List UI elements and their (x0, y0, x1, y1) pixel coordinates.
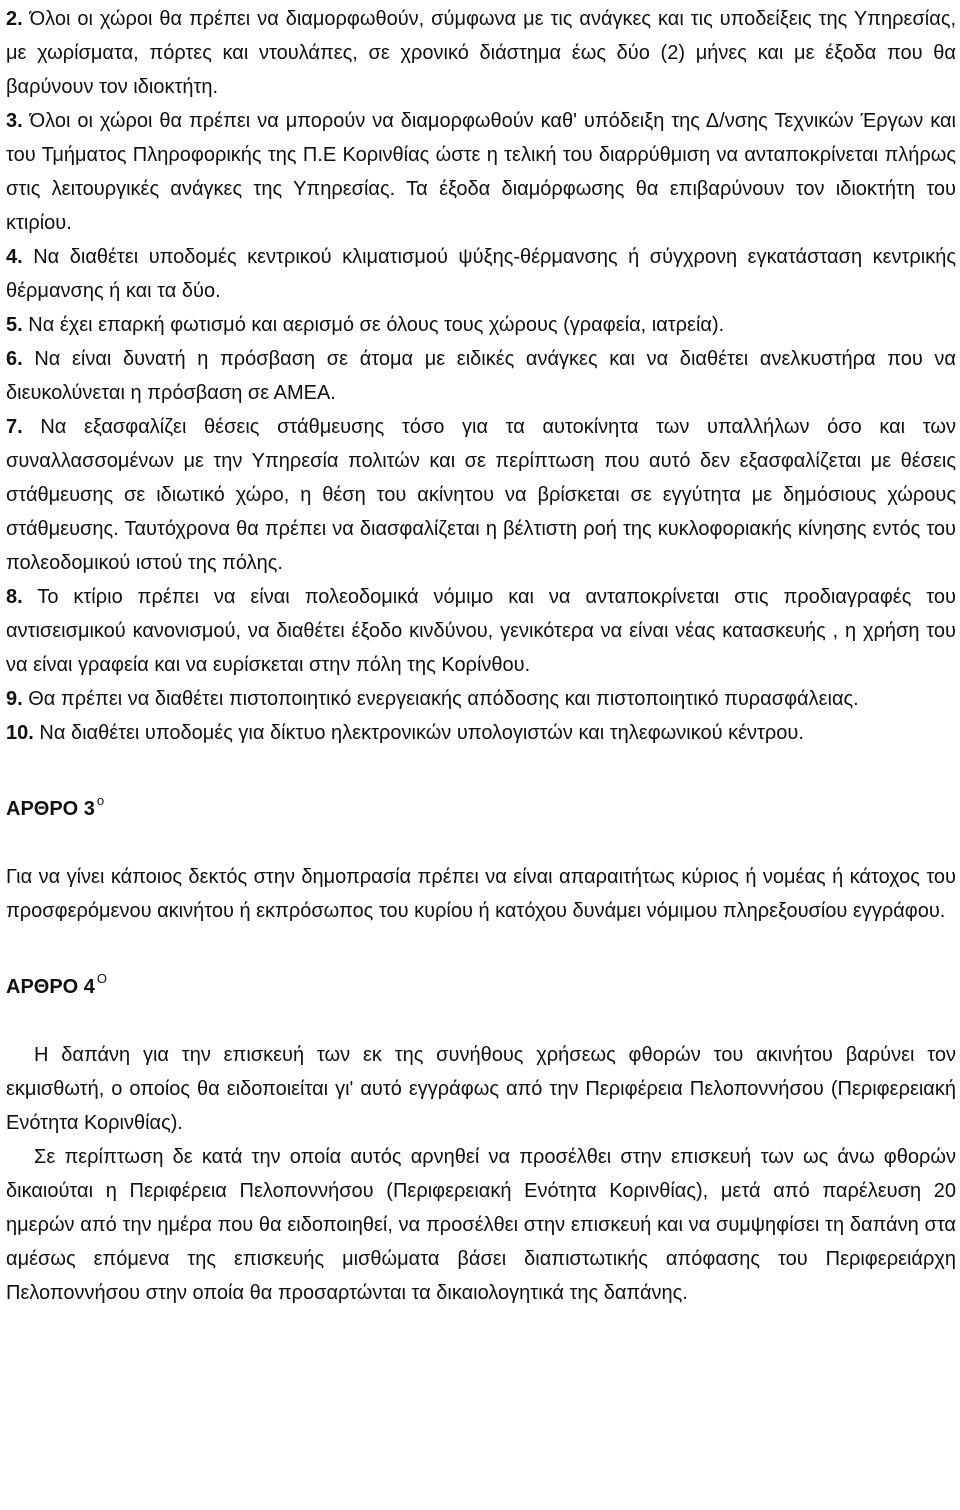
list-item-6 (6, 342, 956, 410)
article-3-title: ΑΡΘΡΟ 3 (6, 798, 95, 820)
document-page (6, 2, 956, 1310)
article-4-paragraph-1: Η δαπάνη για την επισκευή των εκ της συνήθους χρήσεως φθορών του ακινήτου βαρύνει τον εκμισθωτή, ο οποίος θα ειδοποιείται γι' αυτό εγγράφως από την Περιφέρεια Πελοποννήσου (Περιφερειακή Ενότητα Κορινθίας). (6, 1044, 956, 1134)
list-item-10 (6, 716, 956, 750)
item-number: 3. (6, 110, 23, 132)
list-item-9 (6, 682, 956, 716)
item-text: Να εξασφαλίζει θέσεις στάθμευσης τόσο για τα αυτοκίνητα των υπαλλήλων όσο και των συναλλασσομένων με την Υπηρεσία πολιτών και σε περίπτωση που αυτό δεν εξασφαλίζεται με θέσεις στάθμευσης σε ιδιωτικό χώρο, η θέση του ακίνητου να βρίσκεται σε εγγύτητα με δημόσιους χώρους στάθμευσης. Ταυτόχρονα θα πρέπει να διασφαλίζεται η βέλτιστη ροή της κυκλοφοριακής κίνησης εντός του πολεοδομικού ιστού της πόλης. (6, 416, 956, 574)
item-text: Να είναι δυνατή η πρόσβαση σε άτομα με ειδικές ανάγκες και να διαθέτει ανελκυστήρα που να διευκολύνεται η πρόσβαση σε ΑΜΕΑ. (6, 348, 956, 404)
item-number: 9. (6, 688, 23, 710)
article-4-paragraph-2: Σε περίπτωση δε κατά την οποία αυτός αρνηθεί να προσέλθει στην επισκευή των ως άνω φθορών δικαιούται η Περιφέρεια Πελοποννήσου (Περιφερειακή Ενότητα Κορινθίας), μετά από παρέλευση 20 ημερών από την ημέρα που θα ειδοποιηθεί, να προσέλθει στην επισκευή και να συμψηφίσει τη δαπάνη στα αμέσως επόμενα της επισκευής μισθώματα βάσει διαπιστωτικής απόφασης του Περιφερειάρχη Πελοποννήσου στην οποία θα προσαρτώνται τα δικαιολογητικά της δαπάνης. (6, 1146, 956, 1304)
list-item-3 (6, 104, 956, 240)
article-4-ordinal: Ο (96, 971, 108, 986)
article-3-heading (6, 784, 956, 826)
spacer (6, 826, 956, 860)
item-number: 5. (6, 314, 23, 336)
list-item-2 (6, 2, 956, 104)
article-3-ordinal: ο (96, 793, 105, 808)
item-text: Να έχει επαρκή φωτισμό και αερισμό σε όλους τους χώρους (γραφεία, ιατρεία). (28, 314, 725, 336)
list-item-8 (6, 580, 956, 682)
list-item-4 (6, 240, 956, 308)
item-number: 7. (6, 416, 23, 438)
item-text: Όλοι οι χώροι θα πρέπει να μπορούν να διαμορφωθούν καθ' υπόδειξη της Δ/νσης Τεχνικών Έργων και του Τμήματος Πληροφορικής της Π.Ε Κορινθίας ώστε η τελική του διαρρύθμιση να ανταποκρίνεται πλήρως στις λειτουργικές ανάγκες της Υπηρεσίας. Τα έξοδα διαμόρφωσης θα επιβαρύνουν τον ιδιοκτήτη του κτιρίου. (6, 110, 957, 234)
article-4-heading (6, 962, 956, 1004)
spacer (6, 1004, 956, 1038)
list-item-7 (6, 410, 956, 580)
item-number: 2. (6, 8, 23, 30)
spacer (6, 928, 956, 962)
item-number: 10. (6, 722, 34, 744)
item-text: Να διαθέτει υποδομές για δίκτυο ηλεκτρονικών υπολογιστών και τηλεφωνικού κέντρου. (39, 722, 804, 744)
item-text: Το κτίριο πρέπει να είναι πολεοδομικά νόμιμο και να ανταποκρίνεται στις προδιαγραφές του αντισεισμικού κανονισμού, να διαθέτει έξοδο κινδύνου, γενικότερα να είναι νέας κατασκευής , η χρήση του να είναι γραφεία και να ευρίσκεται στην πόλη της Κορίνθου. (6, 586, 956, 676)
item-number: 6. (6, 348, 23, 370)
item-text: Θα πρέπει να διαθέτει πιστοποιητικό ενεργειακής απόδοσης και πιστοποιητικό πυρασφάλειας. (28, 688, 859, 710)
list-item-5 (6, 308, 956, 342)
item-number: 4. (6, 246, 23, 268)
item-text: Όλοι οι χώροι θα πρέπει να διαμορφωθούν, σύμφωνα με τις ανάγκες και τις υποδείξεις της Υπηρεσίας, με χωρίσματα, πόρτες και ντουλάπες, σε χρονικό διάστημα έως δύο (2) μήνες και με έξοδα που θα βαρύνουν τον ιδιοκτήτη. (6, 8, 957, 98)
spacer (6, 750, 956, 784)
article-4-title: ΑΡΘΡΟ 4 (6, 976, 95, 998)
item-text: Να διαθέτει υποδομές κεντρικού κλιματισμού ψύξης-θέρμανσης ή σύγχρονη εγκατάσταση κεντρικής θέρμανσης ή και τα δύο. (6, 246, 957, 302)
article-3-body: Για να γίνει κάποιος δεκτός στην δημοπρασία πρέπει να είναι απαραιτήτως κύριος ή νομέας ή κάτοχος του προσφερόμενου ακινήτου ή εκπρόσωπος του κυρίου ή κατόχου δυνάμει νόμιμου πληρεξουσίου εγγράφου. (6, 866, 956, 922)
item-number: 8. (6, 586, 23, 608)
